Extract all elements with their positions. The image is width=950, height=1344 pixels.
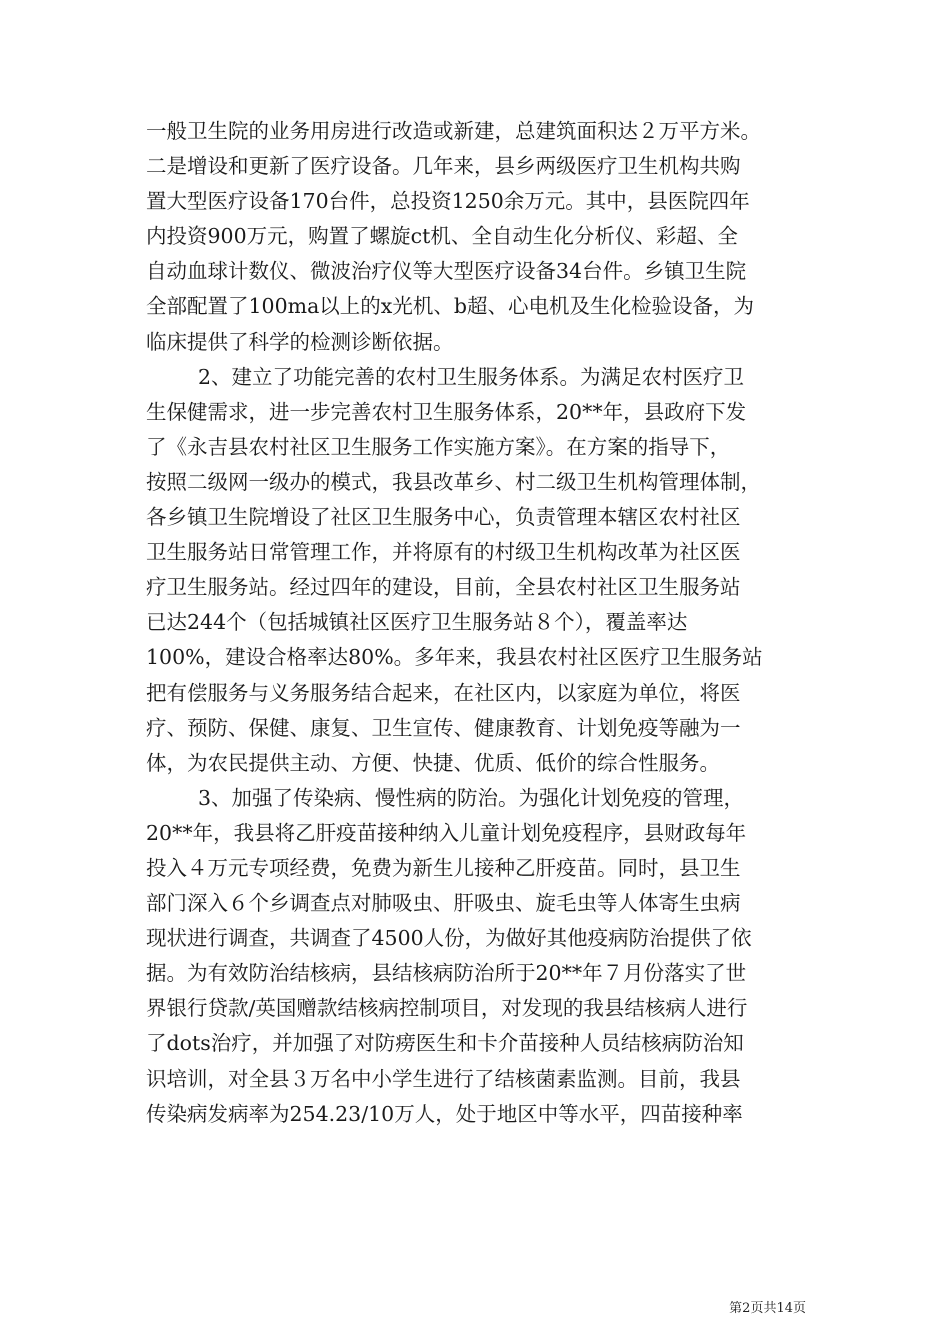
text-line: 3、加强了传染病、慢性病的防治。为强化计划免疫的管理， (198, 785, 745, 810)
text-line: 按照二级网一级办的模式，我县改革乡、村二级卫生机构管理体制， (146, 469, 761, 494)
text-line: 疗卫生服务站。经过四年的建设，目前，全县农村社区卫生服务站 (146, 575, 741, 600)
text-line: 各乡镇卫生院增设了社区卫生服务中心，负责管理本辖区农村社区 (146, 505, 741, 530)
text-line: 100%，建设合格率达80%。多年来，我县农村社区医疗卫生服务站 (146, 645, 763, 670)
text-line: 把有偿服务与义务服务结合起来，在社区内，以家庭为单位，将医 (146, 680, 741, 705)
text-line: 了《永吉县农村社区卫生服务工作实施方案》。在方案的指导下， (146, 434, 731, 459)
text-line: 生保健需求，进一步完善农村卫生服务体系，20**年，县政府下发 (146, 399, 747, 424)
text-line: 已达244个（包括城镇社区医疗卫生服务站８个），覆盖率达 (146, 610, 688, 635)
text-line: 了dots治疗，并加强了对防痨医生和卡介苗接种人员结核病防治知 (146, 1031, 744, 1056)
text-line: 临床提供了科学的检测诊断依据。 (146, 329, 454, 354)
text-line: 自动血球计数仪、微波治疗仪等大型医疗设备34台件。乡镇卫生院 (146, 259, 747, 284)
page-number-footer: 第2页共14页 (729, 1301, 806, 1316)
text-line: 识培训，对全县３万名中小学生进行了结核菌素监测。目前，我县 (146, 1066, 741, 1091)
text-line: 传染病发病率为254.23/10万人，处于地区中等水平，四苗接种率 (146, 1101, 743, 1126)
body-text (146, 114, 826, 1132)
text-line: 20**年，我县将乙肝疫苗接种纳入儿童计划免疫程序，县财政每年 (146, 820, 747, 845)
text-line: 据。为有效防治结核病，县结核病防治所于20**年７月份落实了世 (146, 961, 747, 986)
text-line: 卫生服务站日常管理工作，并将原有的村级卫生机构改革为社区医 (146, 540, 741, 565)
text-line: 一般卫生院的业务用房进行改造或新建，总建筑面积达２万平方米。 (146, 119, 761, 143)
text-line: 界银行贷款/英国赠款结核病控制项目，对发现的我县结核病人进行 (146, 996, 748, 1021)
text-line: 置大型医疗设备170台件，总投资1250余万元。其中，县医院四年 (146, 189, 750, 214)
text-line: 疗、预防、保健、康复、卫生宣传、健康教育、计划免疫等融为一 (146, 715, 741, 740)
text-line: 内投资900万元，购置了螺旋ct机、全自动生化分析仪、彩超、全 (146, 224, 738, 249)
text-line: 投入４万元专项经费，免费为新生儿接种乙肝疫苗。同时，县卫生 (146, 855, 741, 880)
text-line: 全部配置了100ma以上的x光机、b超、心电机及生化检验设备，为 (146, 294, 754, 319)
text-line: 二是增设和更新了医疗设备。几年来，县乡两级医疗卫生机构共购 (146, 154, 741, 179)
text-line: 2、建立了功能完善的农村卫生服务体系。为满足农村医疗卫 (198, 364, 745, 389)
text-line: 体，为农民提供主动、方便、快捷、优质、低价的综合性服务。 (146, 750, 720, 775)
text-line: 现状进行调查，共调查了4500人份，为做好其他疫病防治提供了依 (146, 926, 752, 951)
text-line: 部门深入６个乡调查点对肺吸虫、肝吸虫、旋毛虫等人体寄生虫病 (146, 891, 741, 916)
